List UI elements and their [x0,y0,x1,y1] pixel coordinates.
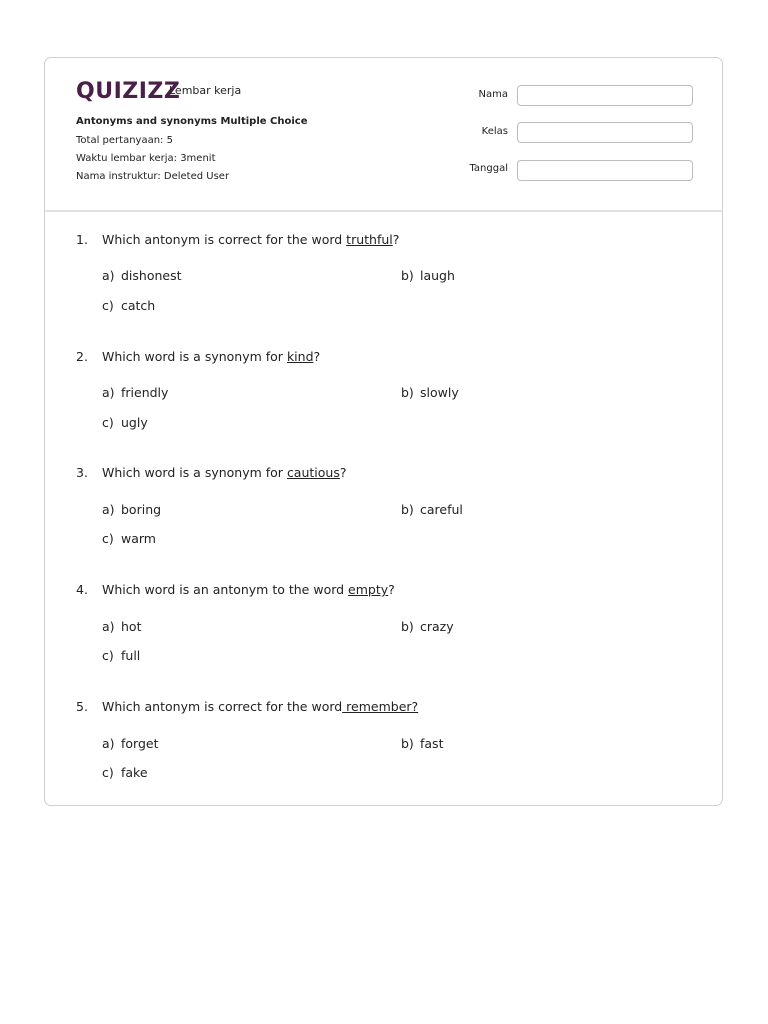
option-text: warm [121,531,156,546]
option-letter: c) [102,298,114,313]
option-letter: b) [401,619,414,634]
option-text: ugly [121,415,148,430]
option-text: hot [121,619,142,634]
question-keyword: kind [286,349,314,364]
option-letter: b) [401,502,414,517]
question-text [102,349,320,364]
worksheet-time: Waktu lembar kerja: 3menit [76,153,216,164]
option-b [401,268,455,283]
option-c [102,415,148,430]
option-a [102,619,141,634]
name-label: Nama [478,89,508,100]
question-number: 4. [76,582,88,597]
question-prompt: Which word is a synonym for [102,349,287,364]
question-prompt: Which word is an antonym to the word [102,582,349,597]
option-letter: a) [102,268,115,283]
option-text: full [121,648,141,663]
question-keyword: remember? [342,699,419,714]
option-a [102,385,168,400]
option-text: laugh [420,268,455,283]
date-label: Tanggal [469,163,508,174]
question-prompt: Which antonym is correct for the word [102,232,347,247]
class-field[interactable] [517,122,693,143]
total-questions: Total pertanyaan: 5 [76,135,173,146]
question-number: 5. [76,699,88,714]
option-b [401,736,443,751]
question-number: 3. [76,465,88,480]
question-suffix: ? [339,465,347,480]
name-field[interactable] [517,85,693,106]
option-letter: b) [401,268,414,283]
question-keyword: truthful [346,232,393,247]
option-c [102,648,140,663]
option-text: fast [420,736,444,751]
option-letter: a) [102,502,115,517]
question-keyword: cautious [286,465,340,480]
date-field[interactable] [517,160,693,181]
option-c [102,531,156,546]
question-suffix: ? [392,232,400,247]
option-letter: c) [102,415,114,430]
option-c [102,298,155,313]
option-c [102,765,148,780]
option-a [102,268,182,283]
class-label: Kelas [481,126,508,137]
option-a [102,736,159,751]
option-b [401,385,459,400]
option-letter: b) [401,736,414,751]
question-suffix: ? [388,582,395,597]
instructor-name: Nama instruktur: Deleted User [76,171,230,182]
question-text [102,465,347,480]
option-letter: b) [401,385,414,400]
option-letter: c) [102,765,114,780]
option-letter: a) [102,385,115,400]
option-letter: a) [102,736,115,751]
option-text: friendly [121,385,169,400]
question-number: 2. [76,349,88,364]
question-suffix: ? [313,349,321,364]
option-letter: c) [102,648,114,663]
option-a [102,502,161,517]
option-text: forget [121,736,159,751]
option-text: fake [121,765,148,780]
option-text: careful [420,502,463,517]
option-text: dishonest [121,268,182,283]
question-text [102,699,418,714]
quizizz-logo: QUIZIZZ [76,79,181,104]
question-text [102,582,395,597]
option-letter: c) [102,531,114,546]
option-text: boring [121,502,162,517]
option-b [401,619,454,634]
question-number: 1. [76,232,88,247]
option-text: crazy [420,619,454,634]
question-text [102,232,399,247]
question-prompt: Which word is a synonym for [102,465,287,480]
question-prompt: Which antonym is correct for the word [102,699,343,714]
question-keyword: empty [348,582,389,597]
worksheet-header [45,58,722,212]
worksheet-label: Lembar kerja [169,84,242,97]
option-b [401,502,463,517]
option-text: slowly [420,385,459,400]
option-letter: a) [102,619,115,634]
worksheet [44,57,723,806]
worksheet-title: Antonyms and synonyms Multiple Choice [76,116,308,127]
option-text: catch [121,298,156,313]
